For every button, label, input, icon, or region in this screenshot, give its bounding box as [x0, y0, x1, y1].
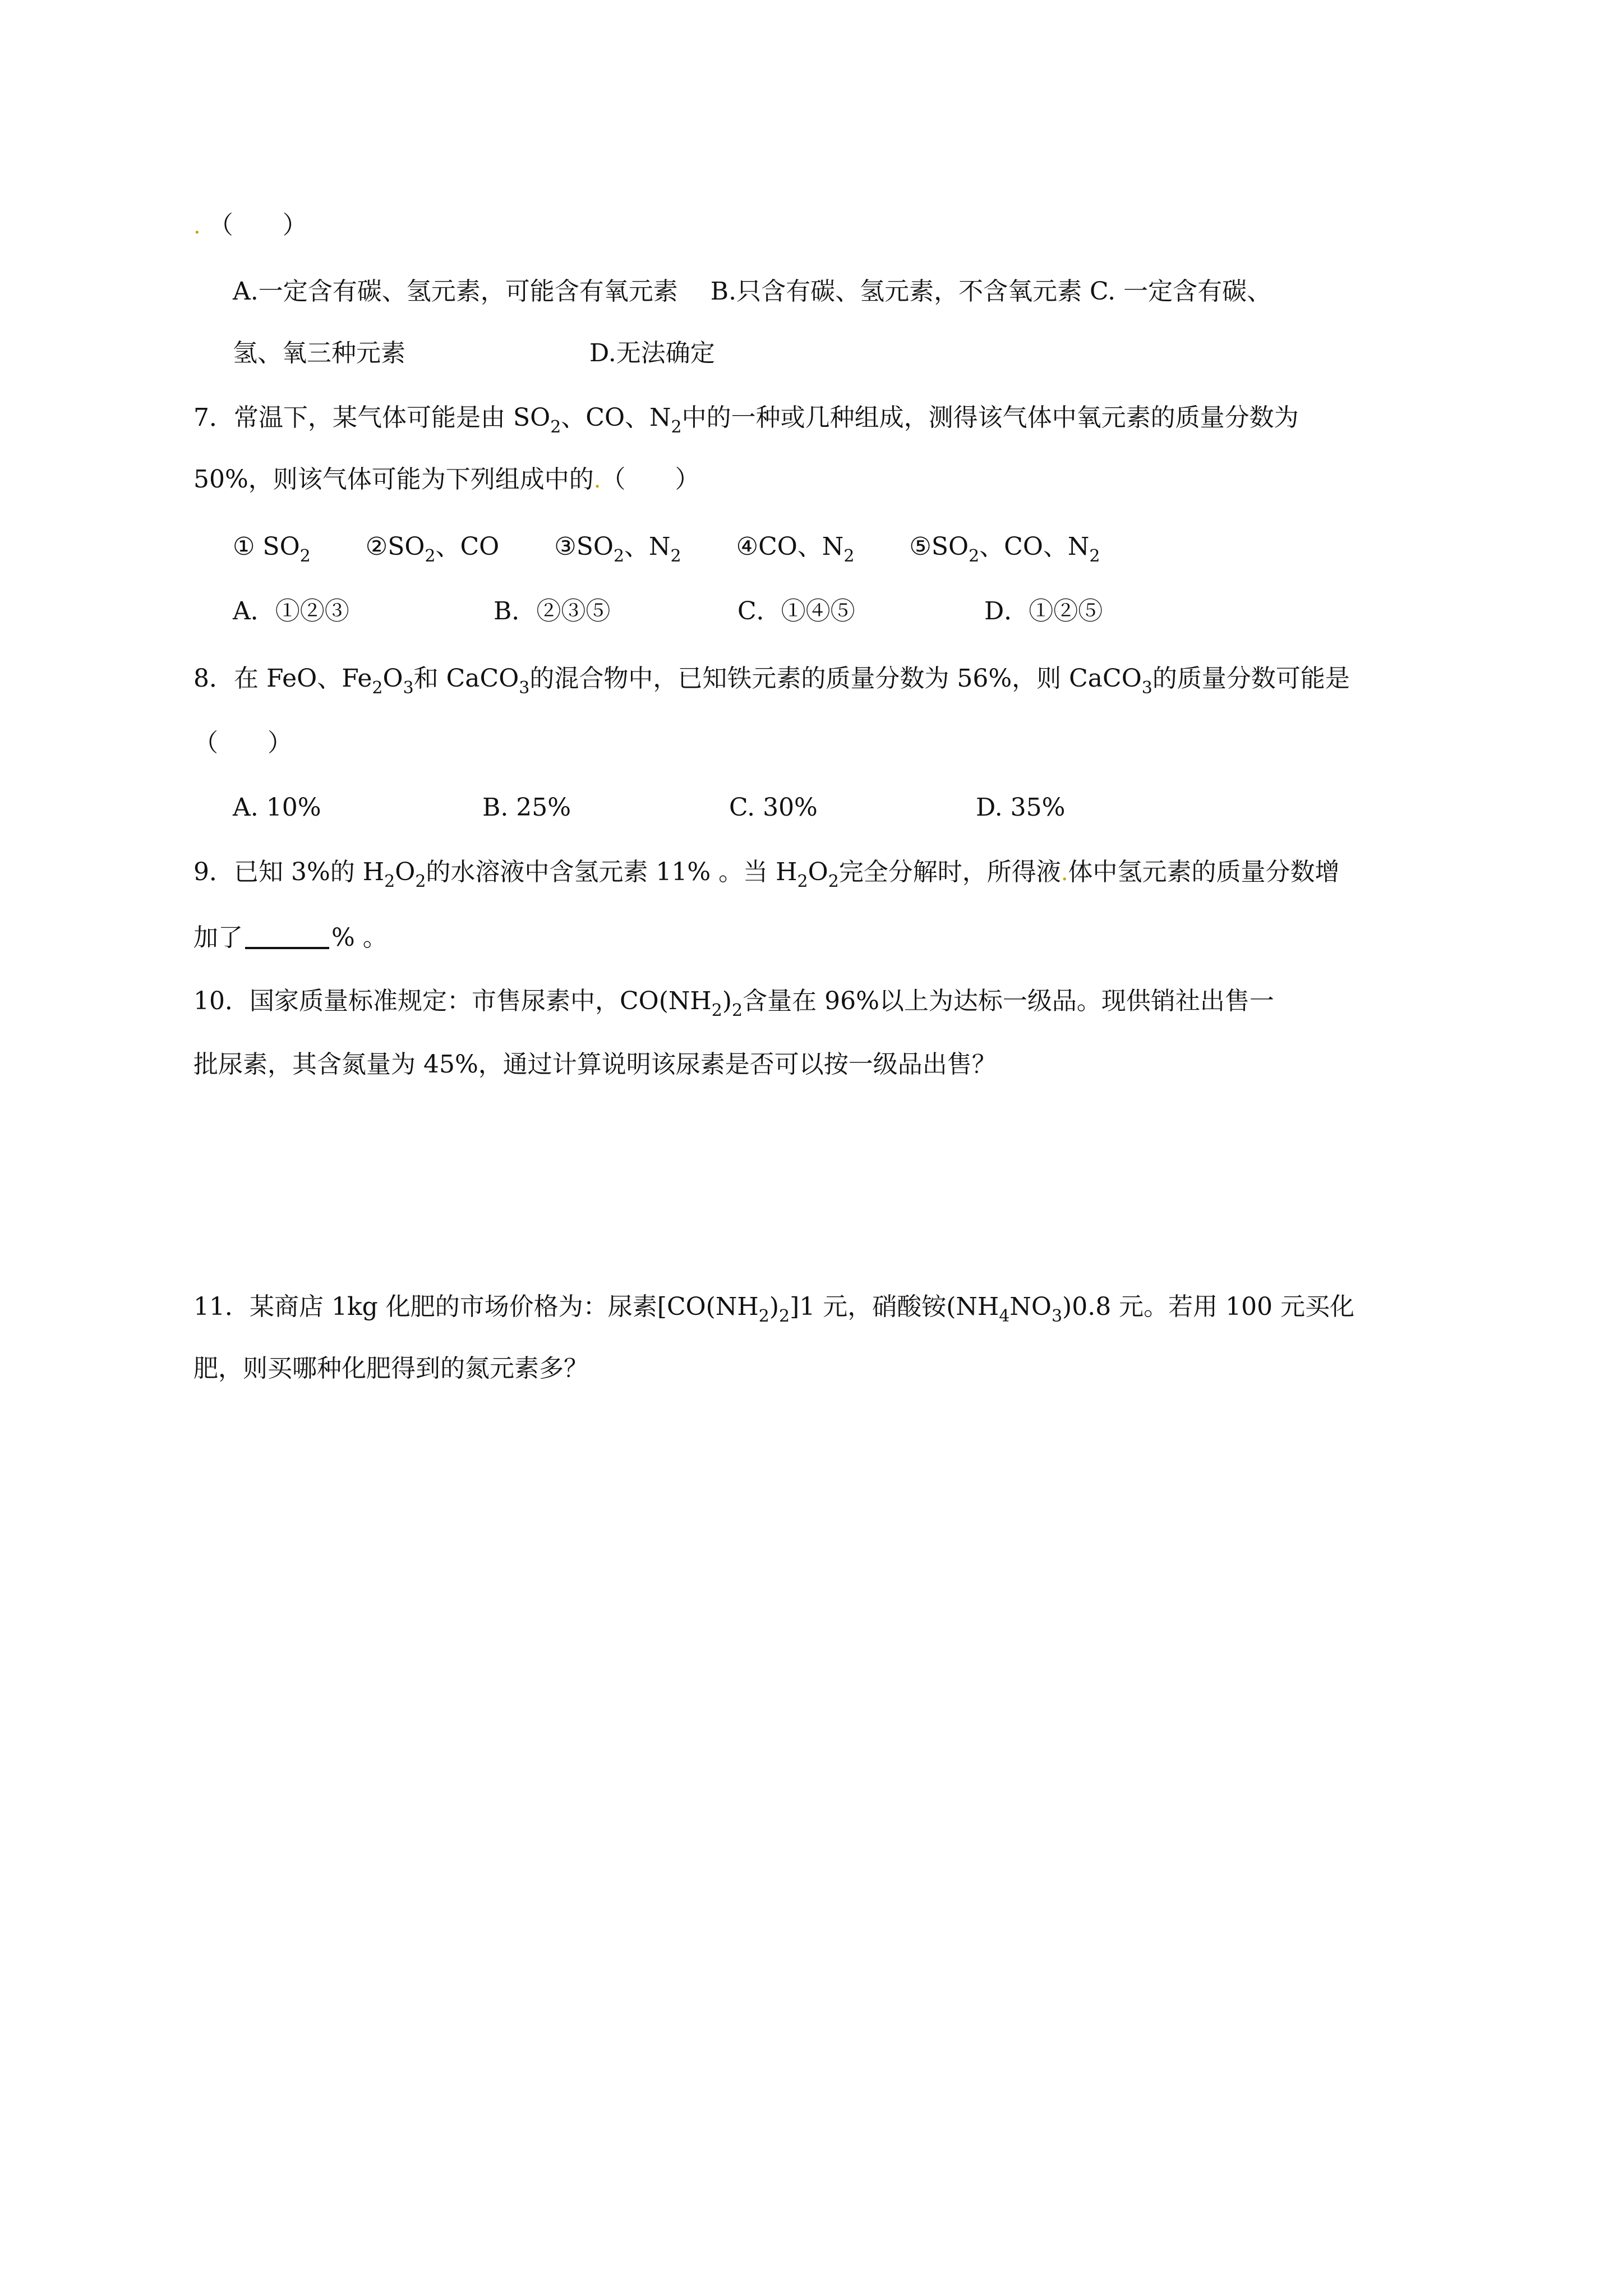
- q6-paren-line: [193, 209, 307, 243]
- q11-stem-line1: 11．某商店 1kg 化肥的市场价格为：尿素$[CO(NH_2)_2]1$ 元，硝酸铵$(NH_4NO_3)0.8$ 元。若用 100 元买化: [193, 1292, 1355, 1326]
- q7-option-d: D．①②⑤: [984, 597, 1103, 625]
- q10-stem-line1: 10．国家质量标准规定：市售尿素中，$CO(NH_2)_2$含量在 96%以上为达标一级品。现供销社出售一: [193, 987, 1274, 1020]
- answer-blank[interactable]: [245, 920, 329, 949]
- q7-combo-1: ① $SO_2$: [233, 532, 311, 566]
- q8-option-a: A. 10%: [233, 793, 321, 822]
- stray-mark: .: [593, 467, 601, 493]
- q6-options-line1: A.一定含有碳、氢元素，可能含有氧元素 B.只含有碳、氢元素，不含氧元素 C. 一定含有碳、: [233, 277, 1272, 306]
- q9-stem-line1: 9．已知 3%的 $H_2O_2$的水溶液中含氢元素 11% 。当 $H_2O_2$完全分解时，所得液.体中氢元素的质量分数增: [193, 858, 1340, 891]
- q7-combo-4: ④CO、$N_2$: [736, 532, 855, 566]
- stray-mark: .: [1061, 860, 1068, 886]
- q10-stem-line2: 批尿素，其含氮量为 45%，通过计算说明该尿素是否可以按一级品出售？: [193, 1050, 997, 1079]
- q11-stem-line2: 肥，则买哪种化肥得到的氮元素多？: [193, 1354, 588, 1383]
- q7-option-c: C．①④⑤: [737, 597, 855, 625]
- q7-stem-line2: 50%，则该气体可能为下列组成中的.（ ）: [193, 465, 700, 494]
- q9-stem-line2: 加了 % 。: [193, 920, 388, 955]
- q7-combo-3: $③SO_2$、$N_2$: [554, 532, 681, 566]
- q7-combo-2: $②SO_2$、CO: [365, 532, 500, 566]
- q6-option-c-cont: 氢、氧三种元素: [233, 339, 405, 367]
- q6-option-d: D.无法确定: [589, 339, 715, 367]
- q7-combinations: [233, 530, 1100, 564]
- q8-option-d: D. 35%: [976, 793, 1066, 822]
- q8-stem-line1: 8．在 FeO、$Fe_2O_3$和 CaCO$_3$的混合物中，已知铁元素的质量分数为 56%，则 CaCO$_3$的质量分数可能是: [193, 664, 1350, 698]
- q6-options-line2: [233, 337, 715, 370]
- q7-option-b: B．②③⑤: [494, 597, 611, 625]
- q7-stem-line1: 7．常温下，某气体可能是由 $SO_2$、CO、$N_2$中的一种或几种组成，测得该气体中氧元素的质量分数为: [193, 403, 1299, 437]
- q8-paren: （ ）: [193, 729, 292, 757]
- q8-option-b: B. 25%: [482, 793, 571, 822]
- q8-option-c: C. 30%: [729, 793, 818, 822]
- stray-mark: .: [193, 213, 201, 239]
- q7-option-a: A．①②③: [233, 597, 349, 625]
- q6-paren: （ ）: [208, 211, 307, 240]
- q7-combo-5: $⑤SO_2$、CO、$N_2$: [909, 532, 1100, 566]
